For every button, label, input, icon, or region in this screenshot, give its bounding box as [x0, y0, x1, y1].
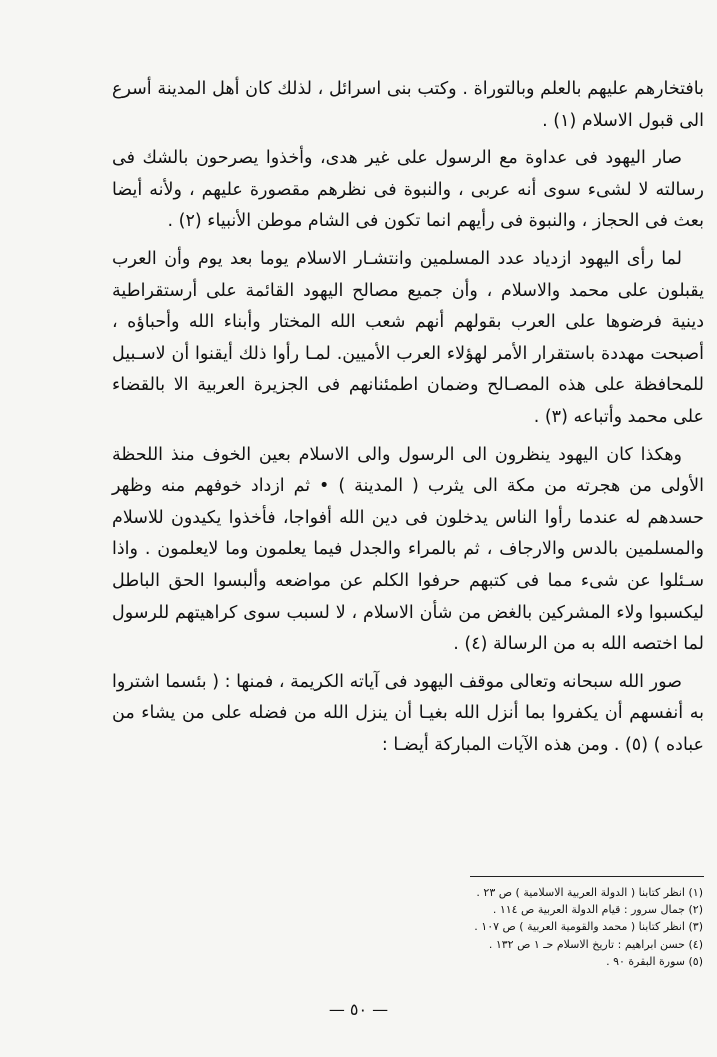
footnote-3: (٣) انظر كتابنا ( محمد والقومية العربية ) ص ١٠٧ .	[474, 920, 703, 934]
footnote-1: (١) انظر كتابنا ( الدولة العربية الاسلامية ) ص ٢٣ .	[476, 886, 703, 899]
footnotes	[273, 884, 703, 970]
footnote-4: (٤) حسن ابراهيم : تاريخ الاسلام حـ ١ ص ١٣٢ .	[488, 937, 703, 951]
paragraph-2: صار اليهود فى عداوة مع الرسول على غير هدى، وأخذوا يصرحون بالشك فى رسالته لا لشىء سوى أنه عربى ، والنبوة فى نظرهم مقصورة عليهم ، ولأنه أيضا بعث فى الحجاز ، والنبوة فى رأيهم انما تكون فى الشام موطن الأنبياء (٢) .	[112, 148, 704, 232]
main-text	[112, 74, 704, 767]
footnote-5: (٥) سورة البقرة ٩٠ .	[606, 954, 703, 968]
paragraph-1: بافتخارهم عليهم بالعلم وبالتوراة . وكتب بنى اسرائل ، لذلك كان أهل المدينة أسرع الى قبول الاسلام (١) .	[112, 79, 704, 131]
page-number: — ٥٠ —	[328, 1000, 389, 1019]
footnote-divider	[470, 876, 704, 877]
footnote-2: (٢) جمال سرور : قيام الدولة العربية ص ١١٤ .	[492, 903, 703, 917]
paragraph-4: وهكذا كان اليهود ينظرون الى الرسول والى الاسلام بعين الخوف منذ اللحظة الأولى من هجرته من مكة الى يثرب ( المدينة ) • ثم ازداد خوفهم منه وظهر حسدهم له عندما رأوا الناس يدخلون فى دين الله أفواجا، فأخذوا يكيدون للاسلام والمسلمين بالدس والارجاف ، ثم بالمراء والجدل فيما يعلمون وما لايعلمون . واذا سـئلوا عن شىء مما فى كتبهم حرفوا الكلم عن مواضعه وألبسوا الحق الباطل ليكسبوا ولاء المشركين بالغض من شأن الاسلام ، لا لسبب سوى كراهيتهم للرسول لما اختصه الله به من الرسالة (٤) .	[112, 444, 704, 655]
paragraph-5: صور الله سبحانه وتعالى موقف اليهود فى آياته الكريمة ، فمنها : ( بئسما اشتروا به أنفسهم أن يكفروا بما أنزل الله بغيـا أن ينزل الله من فضله على من يشاء من عباده ) (٥) . ومن هذه الآيات المباركة أيضـا :	[112, 671, 704, 755]
paragraph-3: لما رأى اليهود ازدياد عدد المسلمين وانتشـار الاسلام يوما بعد يوم وأن العرب يقبلون على محمد والاسلام ، وأن جميع مصالح اليهود القائمة على أرستقراطية دينية فرضوها على العرب بقولهم أنهم شعب الله المختار وأبناء الله وأحباؤه ، أصبحت مهددة باستقرار الأمر لهؤلاء العرب الأميين. لمـا رأوا ذلك أيقنوا أن لاسـبيل للمحافظة على هذه المصـالح وضمان اطمئنانهم فى الجزيرة العربية الا بالقضاء على محمد وأتباعه (٣) .	[112, 248, 704, 427]
